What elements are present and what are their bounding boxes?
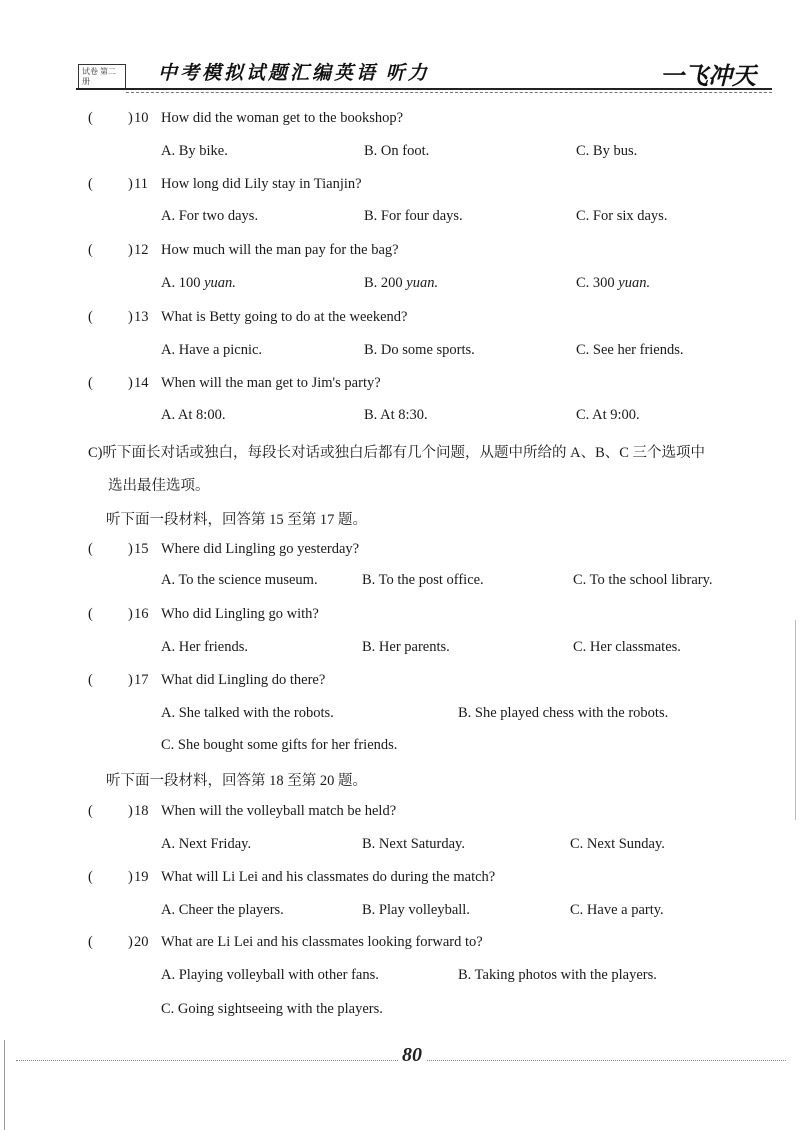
question-12: ( ) 12 How much will the man pay for the bag?: [88, 242, 399, 258]
question-stem: What did Lingling do there?: [161, 672, 326, 688]
options-10: [0, 143, 800, 173]
option-b: B. At 8:30.: [364, 407, 428, 423]
answer-blank[interactable]: (: [88, 934, 93, 950]
question-stem: How did the woman get to the bookshop?: [161, 110, 404, 126]
options-20-row2: [0, 1001, 800, 1031]
option-b: B. Do some sports.: [364, 342, 475, 358]
question-stem: When will the volleyball match be held?: [161, 803, 397, 819]
question-number: 17: [134, 672, 149, 688]
answer-blank[interactable]: (: [88, 672, 93, 688]
question-15: ( ) 15 Where did Lingling go yesterday?: [88, 541, 360, 557]
publisher-logo: 试卷 第二册: [78, 64, 126, 90]
question-20: ( ) 20 What are Li Lei and his classmates looking forward to?: [88, 934, 483, 950]
option-a: A. Cheer the players.: [161, 902, 284, 918]
group-instruction-15-17: 听下面一段材料，回答第 15 至第 17 题。: [106, 512, 367, 528]
option-a: A. To the science museum.: [161, 572, 318, 588]
option-c: C. Have a party.: [570, 902, 664, 918]
options-20-row1: [0, 967, 800, 997]
option-a: A. She talked with the robots.: [161, 705, 334, 721]
option-a: A. Her friends.: [161, 639, 248, 655]
option-b: B. To the post office.: [362, 572, 484, 588]
question-16: ( ) 16 Who did Lingling go with?: [88, 606, 319, 622]
answer-blank[interactable]: (: [88, 606, 93, 622]
option-b: B. She played chess with the robots.: [458, 705, 669, 721]
book-title: 中考模拟试题汇编英语 听力: [158, 63, 430, 84]
option-b: B. On foot.: [364, 143, 430, 159]
option-a: A. Next Friday.: [161, 836, 252, 852]
option-b: B. Next Saturday.: [362, 836, 465, 852]
series-name: 一飞冲天: [660, 64, 756, 90]
option-a: A. For two days.: [161, 208, 259, 224]
question-number: 16: [134, 606, 149, 622]
question-number: 19: [134, 869, 149, 885]
answer-blank[interactable]: (: [88, 541, 93, 557]
option-c: C. To the school library.: [573, 572, 713, 588]
options-17-row2: [0, 737, 800, 767]
binding-edge: [795, 620, 796, 820]
options-14: [0, 407, 800, 437]
option-b: B. Taking photos with the players.: [458, 967, 657, 983]
currency-unit: yuan.: [204, 275, 236, 291]
margin-line: [4, 1040, 5, 1130]
option-a: A. By bike.: [161, 143, 228, 159]
option-b: B. Her parents.: [362, 639, 450, 655]
question-stem: What will Li Lei and his classmates do during the match?: [161, 869, 496, 885]
options-17-row1: [0, 705, 800, 735]
answer-blank[interactable]: (: [88, 242, 93, 258]
options-11: [0, 208, 800, 238]
option-c: C. See her friends.: [576, 342, 684, 358]
options-13: [0, 342, 800, 372]
currency-unit: yuan.: [406, 275, 439, 291]
options-12: [0, 275, 800, 305]
question-number: 11: [134, 176, 148, 192]
option-c: C. At 9:00.: [576, 407, 640, 423]
section-c-instruction-cont: 选出最佳选项。: [108, 478, 210, 494]
option-c: C. Her classmates.: [573, 639, 681, 655]
option-a: A. 100 yuan.: [161, 275, 236, 291]
question-11: ( ) 11 How long did Lily stay in Tianjin?: [88, 176, 362, 192]
option-b: B. 200 yuan.: [364, 275, 439, 291]
options-15: [0, 572, 800, 602]
question-stem: When will the man get to Jim's party?: [161, 375, 381, 391]
option-c: C. 300 yuan.: [576, 275, 651, 291]
question-18: ( ) 18 When will the volleyball match be held?: [88, 803, 397, 819]
question-number: 12: [134, 242, 149, 258]
question-number: 10: [134, 110, 149, 126]
option-c: C. Going sightseeing with the players.: [161, 1001, 383, 1017]
question-10: ( ) 10 How did the woman get to the bookshop?: [88, 110, 404, 126]
question-number: 20: [134, 934, 149, 950]
page-number: 80: [398, 1044, 426, 1067]
question-14: ( ) 14 When will the man get to Jim's party?: [88, 375, 381, 391]
options-16: [0, 639, 800, 669]
answer-blank[interactable]: (: [88, 803, 93, 819]
option-a: A. Have a picnic.: [161, 342, 263, 358]
answer-blank[interactable]: (: [88, 869, 93, 885]
question-stem: Where did Lingling go yesterday?: [161, 541, 360, 557]
question-number: 15: [134, 541, 149, 557]
section-c-instruction: C)听下面长对话或独白，每段长对话或独白后都有几个问题，从题中所给的 A、B、C 三个选项中: [88, 445, 706, 461]
question-number: 18: [134, 803, 149, 819]
header-divider: [76, 88, 772, 90]
option-a: A. Playing volleyball with other fans.: [161, 967, 379, 983]
answer-blank[interactable]: (: [88, 309, 93, 325]
answer-blank[interactable]: (: [88, 110, 93, 126]
question-stem: How much will the man pay for the bag?: [161, 242, 399, 258]
page-header: [0, 0, 800, 100]
group-instruction-18-20: 听下面一段材料，回答第 18 至第 20 题。: [106, 773, 367, 789]
question-17: ( ) 17 What did Lingling do there?: [88, 672, 326, 688]
question-stem: What are Li Lei and his classmates looking forward to?: [161, 934, 483, 950]
option-b: B. Play volleyball.: [362, 902, 470, 918]
option-a: A. At 8:00.: [161, 407, 226, 423]
option-c: C. For six days.: [576, 208, 668, 224]
answer-blank[interactable]: (: [88, 375, 93, 391]
option-c: C. She bought some gifts for her friends.: [161, 737, 398, 753]
question-stem: How long did Lily stay in Tianjin?: [161, 176, 362, 192]
page-footer: [0, 1042, 800, 1082]
question-stem: What is Betty going to do at the weekend?: [161, 309, 408, 325]
question-19: ( ) 19 What will Li Lei and his classmates do during the match?: [88, 869, 496, 885]
header-divider-dashed: [126, 92, 772, 93]
question-13: ( ) 13 What is Betty going to do at the weekend?: [88, 309, 408, 325]
question-stem: Who did Lingling go with?: [161, 606, 319, 622]
question-number: 13: [134, 309, 149, 325]
option-b: B. For four days.: [364, 208, 463, 224]
answer-blank[interactable]: (: [88, 176, 93, 192]
option-c: C. By bus.: [576, 143, 638, 159]
question-number: 14: [134, 375, 149, 391]
option-c: C. Next Sunday.: [570, 836, 665, 852]
options-19: [0, 902, 800, 932]
options-18: [0, 836, 800, 866]
currency-unit: yuan.: [618, 275, 651, 291]
